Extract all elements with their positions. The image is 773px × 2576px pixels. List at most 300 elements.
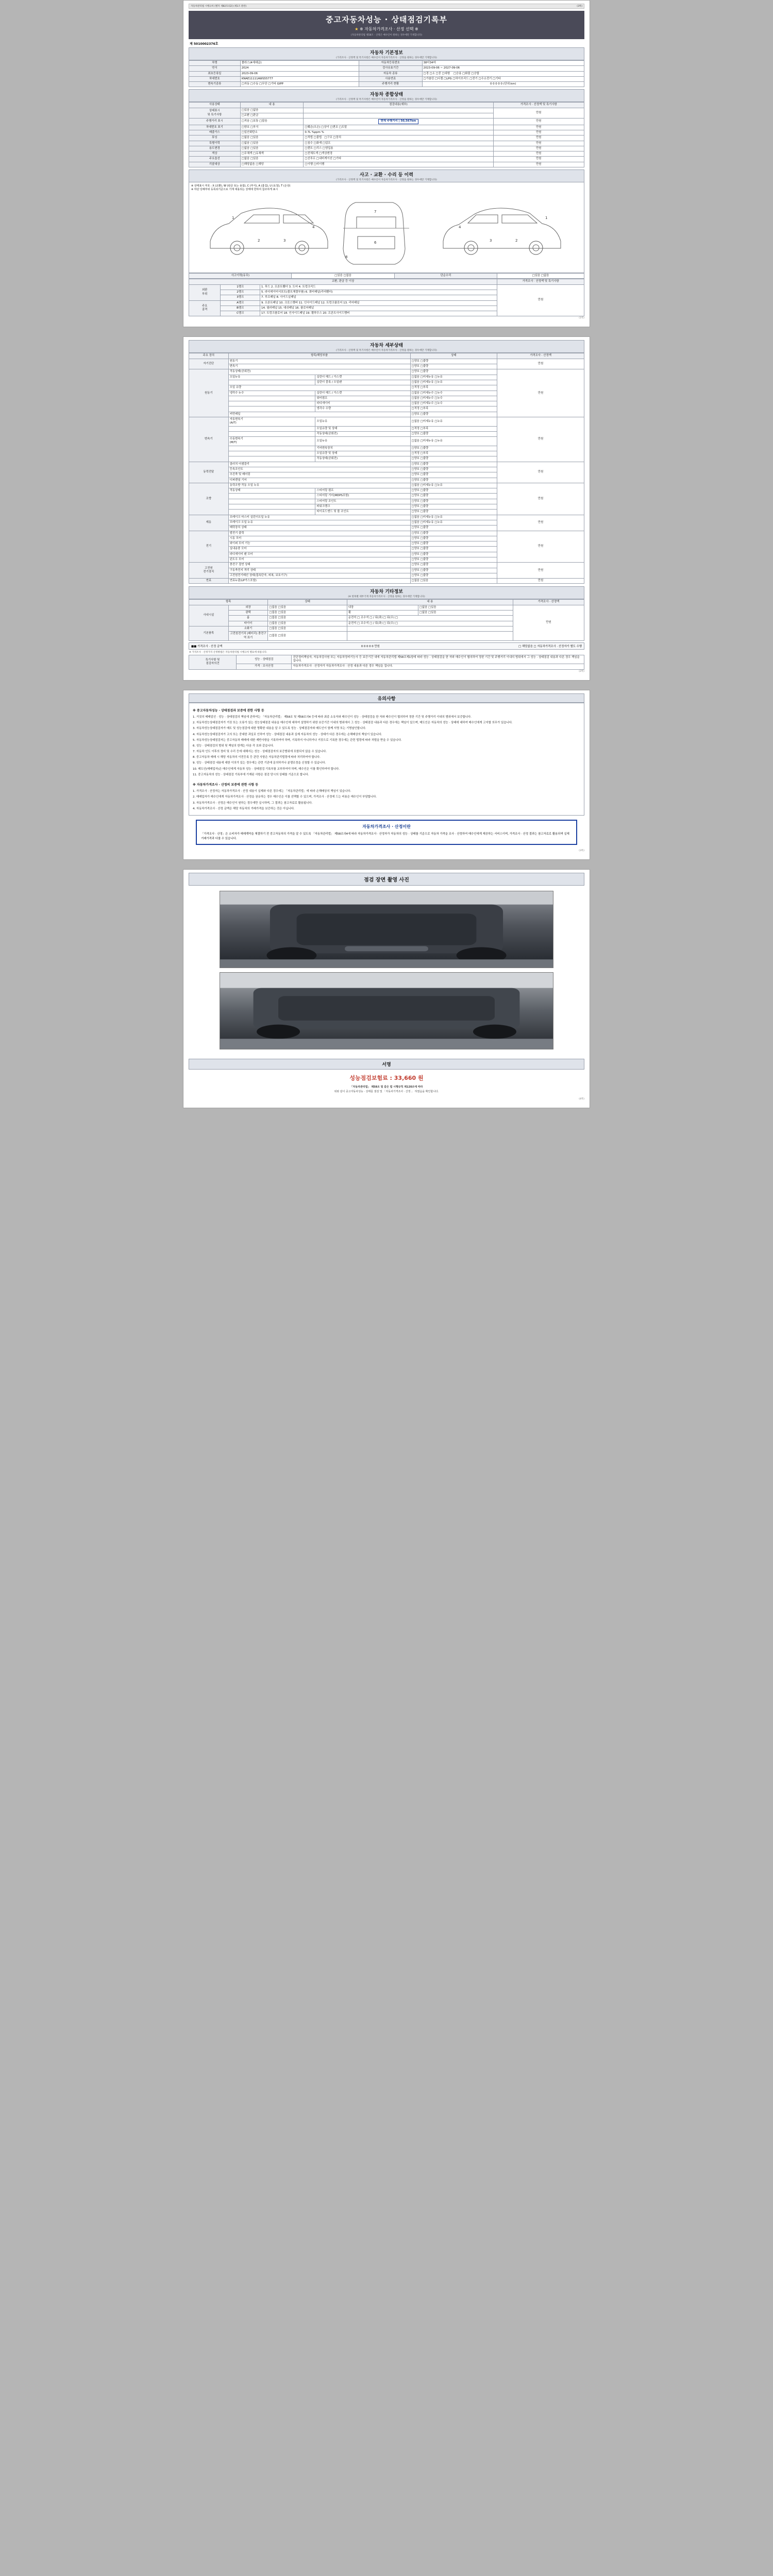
detail-state-options[interactable]: □양호 □불량 [410, 510, 497, 515]
detail-group-label: 고전원 전기장치 [189, 563, 229, 579]
table-row [189, 118, 584, 125]
table-row [189, 61, 584, 66]
row-fee: 만원 [493, 118, 584, 125]
detail-item: 라디에이터 팬 모터 [228, 552, 410, 557]
etc-item-key: 광택 [228, 611, 268, 616]
field-value-vin: KNAE11111AWS55777 [240, 76, 359, 81]
page-4 [183, 869, 590, 1108]
col-etc-state: 상태 [268, 600, 347, 605]
row-opts[interactable]: □일산화탄소 [240, 130, 304, 135]
detail-state-options[interactable]: □양호 □불량 [410, 504, 497, 510]
detail-state-options[interactable]: □없음 □미세누유 □누유 [410, 437, 497, 446]
detail-state-options[interactable]: □없음 □미세누유 □누유 [410, 375, 497, 380]
signature-bar: 서명 [189, 1059, 584, 1070]
page-4-corner: (4쪽) [579, 1097, 584, 1100]
table-row [189, 151, 584, 157]
row-detail[interactable]: □렌트 □리스 □영업용 [304, 146, 493, 151]
table-row [189, 579, 584, 584]
outer-panel-label: 외판 부위 [189, 284, 221, 300]
detail-state-options[interactable]: □없음 □미세누수 □누수 [410, 391, 497, 396]
table-row [189, 141, 584, 146]
detail-item: 오일 유량 [228, 385, 410, 391]
detail-state-options[interactable]: □양호 □불량 [410, 478, 497, 483]
detail-subitem: 라디에이터 [315, 401, 410, 406]
detail-state-options[interactable]: □없음 □미세누수 □누수 [410, 401, 497, 406]
detail-state-options[interactable]: □적정 □부족 [410, 385, 497, 391]
row-label-tuning: 튜닝 [189, 135, 241, 141]
detail-state-options[interactable]: □없음 □미세누유 □누유 [410, 380, 497, 385]
row-detail [304, 113, 493, 118]
etc-item-content[interactable]: 휠 [347, 611, 418, 616]
detail-item [228, 426, 315, 431]
svg-text:6: 6 [374, 241, 377, 245]
row-opts[interactable]: □없음 □있음 [240, 146, 304, 151]
field-value-platenumber: 38더34마 [422, 61, 584, 66]
detail-item: 자동변속기 (A/T) [228, 417, 315, 426]
detail-item [228, 499, 315, 504]
row-detail[interactable]: □전체도색 □색상변경 [304, 151, 493, 157]
row-opts[interactable]: □교환 □판금 [240, 113, 304, 118]
transmission-options[interactable]: □자동 □수동 □무단 □기타 [241, 82, 276, 86]
row-detail[interactable]: □선루프 □내비게이션 □기타 [304, 157, 493, 162]
table-header-row [189, 103, 584, 108]
section-etc-sub: (※ 항목별 세부기재 자동차가격조사 · 산정을 원하는 경우에만 기재합니다) [348, 596, 425, 599]
detail-group-fee: 만원 [497, 515, 584, 531]
detail-subitem: 실린더 헤드 / 가스켓 [315, 391, 410, 396]
page-2-corner: (2쪽) [579, 670, 584, 673]
table-row [189, 369, 584, 375]
accident-history-options[interactable]: □있음 □없음 [292, 274, 394, 279]
etc-item-content[interactable]: 내장 [347, 605, 418, 610]
detail-state-options[interactable]: □없음 □미세누유 □누유 [410, 483, 497, 488]
detail-state-options[interactable]: □양호 □불량 [410, 364, 497, 369]
notice-item: 8. 중고자동차 매매 시 해당 자동차의 이전등록 등 관련 사항은 자동차관리법령에 따라 처리하여야 합니다. [193, 756, 321, 759]
notice-item: 2. 자동차성능상태점검자가 거짓 또는 오류가 있는 성능상태점검 내용을 매수인에 대하여 설명하기 위한 보증기간 이내의 범위에서 그 성능 · 상태점검 내용과 다른 경우에는 책임이 있으며, 매도인은 자동차의 성능 · 상태에 대하여 매수인에게 고지할 의무가 있습니다. [193, 721, 513, 725]
total-fee-option[interactable]: □ 해당없음 □ 자동차가격조사 · 산정자가 별도 수행 [518, 645, 582, 648]
price-survey-definition-body: 「가격조사 · 산정」은 소비자가 매매계약을 체결하기 전 중고자동차의 가격을 알 수 있도록 「자동차관리법」 제58조의4에 따라 자동차가격조사 · 산정자가 자동차의 성능 · 상태를 기준으로 자동차 가격을 조사 · 산정하여 매수인에게 제공하는 서비스이며, 가격조사 · 산정 결과는 참고자료로 활용되며 실제 거래가격과 다를 수 있습니다. [201, 832, 569, 840]
rank-label: 1랭크 [221, 284, 260, 290]
detail-item: 고전원전기배선 상태(접속단자, 피복, 보호기구) [228, 573, 410, 578]
table-row [189, 483, 584, 488]
document-subtitle-text: ※ 자동차가격조사 · 산정 선택 ※ [360, 27, 418, 31]
etc-item-options[interactable]: □없음 □있음 [268, 611, 347, 616]
col-etc-item: 항목 [189, 600, 268, 605]
detail-subitem: 기어변속장치 [315, 446, 410, 451]
detail-group-fee: 만원 [497, 579, 584, 584]
detail-item: 연료누출(LP가스포함) [228, 579, 410, 584]
col-price-note: 가격조사 · 산정액 및 특기사항 [493, 103, 584, 108]
field-value-first-reg: 2023-09-06 [240, 71, 359, 76]
table-row [189, 664, 584, 669]
accident-diagram-area [189, 182, 584, 273]
svg-text:2: 2 [515, 239, 518, 243]
detail-state-options[interactable]: □양호 □불량 [410, 488, 497, 494]
field-label: 변속기종류 [189, 82, 241, 87]
field-label: 주행거리 현황 [359, 82, 422, 87]
detail-state-options[interactable]: □양호 □불량 [410, 369, 497, 375]
detail-state-options[interactable]: □없음 □있음 [410, 579, 497, 584]
detail-state-options[interactable]: □양호 □불량 [410, 472, 497, 478]
footer-note [189, 1085, 584, 1097]
rank-label: C랭크 [221, 311, 260, 316]
photo-2-graphic [220, 973, 553, 1049]
document-number: 제 5010002376호 [190, 42, 219, 46]
detail-subitem: 스티어링 조인트 [315, 499, 410, 504]
detail-state-options[interactable]: □양호 □불량 [410, 499, 497, 504]
detail-item: 작동상태 [228, 488, 315, 494]
table-row [189, 82, 584, 87]
detail-subitem: 오일유량 및 상태 [315, 426, 410, 431]
field-value-year: 2024 [240, 66, 359, 71]
row-opts[interactable]: □적음 □보통 □많음 [240, 118, 304, 125]
table-row [189, 655, 584, 664]
section-overall-sub: (가격조사 · 산정액 및 특기사항은 매수인이 자동차가격조사 · 산정을 원하는 경우에만 기재합니다) [336, 98, 437, 101]
detail-subitem: 실린더 블록 / 오일팬 [315, 380, 410, 385]
field-label: 사용연료 [359, 76, 422, 81]
detail-item: 추진축 및 베어링 [228, 472, 410, 478]
row-fee: 만원 [493, 157, 584, 162]
detail-item: 오일누유 [228, 375, 315, 380]
page-3 [183, 690, 590, 860]
simple-repair-label: 단순수리 [394, 274, 497, 279]
detail-state-options[interactable]: □적정 □부족 [410, 451, 497, 456]
detail-group-fee: 만원 [497, 563, 584, 579]
detail-state-options[interactable]: □양호 □불량 [410, 462, 497, 467]
detail-state-options[interactable]: □양호 □불량 [410, 526, 497, 531]
inspection-photo-2 [220, 972, 553, 1049]
section-basic-info-sub: (가격조사 · 산정액 및 특기사항은 매수인이 자동차가격조사 · 산정을 원하는 경우에만 기재합니다) [336, 57, 437, 59]
row-label-status: 상태표시 및 특기사항 [189, 108, 241, 118]
detail-subitem: 오일누유 [315, 437, 410, 446]
footer-note-line-2: 위와 같이 중고자동차성능 · 상태를 점검 및 「자동차가격조사 · 산정 」 하였음을 확인합니다. [334, 1090, 439, 1093]
price-survey-definition-box [196, 820, 577, 845]
row-opts[interactable]: □해당없음 □해당 [240, 162, 304, 167]
rank-parts: 17. 트렁크플로어 18. 인사이드패널 19. 휠하우스 20. 프론트사이드멤버 [260, 311, 497, 316]
detail-group-label: 전기 [189, 531, 229, 563]
detail-item [228, 380, 315, 385]
rank-fee-head: 가격조사 · 산정액 및 특기사항 [497, 279, 584, 284]
detail-state-options[interactable]: □양호 □불량 [410, 446, 497, 451]
vehicle-usage-options[interactable]: □승용 □화물 □승합 [453, 72, 479, 75]
table-row [189, 108, 584, 113]
table-row [189, 157, 584, 162]
accident-fee: 만원 [497, 284, 584, 316]
detail-subitem: 실린더 헤드 / 가스켓 [315, 375, 410, 380]
detail-state-options[interactable]: □없음 □미세누수 □누수 [410, 396, 497, 401]
notice-item: 3. 자동차성능상태점검자가 매도 및 성능점검에 대한 명확한 내용을 알 수 있도록 성능 · 상태점검자와 매도인이 함께 서명 또는 기명날인합니다. [193, 727, 366, 731]
etc-info-table [189, 599, 584, 640]
section-accident-header [189, 170, 584, 182]
detail-subitem: 스티어링 펌프 [315, 488, 410, 494]
diagram-legend-1: ※ 상태표시 부호 : X (교환), W (판금 또는 용접), C (부식), A (흠집), U (요철), T (손상) [191, 184, 291, 188]
detail-item: 브레이크 마스터 실린더오일 누유 [228, 515, 410, 520]
row-fee: 만원 [493, 162, 584, 167]
detail-item: 클러치 어셈블리 [228, 462, 410, 467]
notice-item: 1. 거짓의 매매알선 · 성능 · 상태점검의 책임에 관하여는 「자동차관리법」 제58조 및 제58조의4 등에 따라 최종 소유자와 매수인이 성능 · 상태점검을 한 자와 매수인이 협의하여 정한 기간 및 주행거리 이내의 범위에서 보증합니다. [193, 715, 472, 719]
row-detail [304, 108, 493, 113]
table-row [189, 359, 584, 364]
etc-item-options[interactable]: □없음 □있음 [268, 616, 347, 621]
col-state: 상태 [410, 353, 497, 359]
detail-group-fee: 만원 [497, 462, 584, 483]
detail-item: 디퍼렌셜 기어 [228, 478, 410, 483]
row-label-special: 특별이력 [189, 141, 241, 146]
notice-item: 2. 매매업자가 매수인에게 자동차가격조사 · 산정을 권유하는 경우 매수인은 이를 선택할 수 있으며, 가격조사 · 산정에 드는 비용은 매수인이 부담합니다. [193, 795, 377, 799]
col-content: 내 용 [240, 103, 304, 108]
row-detail-mileage [304, 118, 493, 125]
svg-text:3: 3 [283, 239, 286, 243]
detail-state-options[interactable]: □양호 □불량 [410, 568, 497, 573]
detail-subitem: 파워크랭크 [315, 504, 410, 510]
detail-state-options[interactable]: □양호 □불량 [410, 541, 497, 547]
detail-subitem: 오일유량 및 상태 [315, 451, 410, 456]
rank-parts: 14. 필러패널 15. 대쉬패널 16. 플로어패널 [260, 306, 497, 311]
detail-state-options[interactable]: □양호 □불량 [410, 557, 497, 563]
etc-item-key: 룸 [228, 616, 268, 621]
detail-state-options[interactable]: □없음 □미세누유 □누유 [410, 515, 497, 520]
document-title-bar [189, 11, 584, 39]
etc-fee: 만원 [513, 605, 584, 640]
detail-item: 수동변속기 (M/T) [228, 437, 315, 446]
accident-history-table [189, 273, 584, 279]
field-label: 최초등록일 [189, 71, 241, 76]
section-overall-title: 자동차 종합상태 [370, 92, 403, 98]
col-major-device: 주요 장치 [189, 353, 229, 359]
resp-key-2: 가격 · 조사산정 [237, 664, 292, 669]
etc-group-label-basic: 기본품목 [189, 626, 229, 640]
col-etc-fee: 가격조사 · 산정액 [513, 600, 584, 605]
detail-state-options[interactable]: □적정 □부족 [410, 406, 497, 412]
section-notice-title: 유의사항 [377, 696, 396, 702]
detail-state-options[interactable]: □양호 □불량 [410, 467, 497, 472]
detail-group-label: 원동기 [189, 369, 229, 417]
accident-history-label: 사고이력(유무) [189, 274, 292, 279]
etc-item-content[interactable] [347, 632, 513, 641]
notice-item: 1. 가격조사 · 산정자는 자동차가격조사 · 산정 내용이 실제와 다른 경우에는 「자동차관리법」에 따라 손해배상의 책임이 있습니다. [193, 790, 351, 793]
detail-state-options[interactable]: □양호 □불량 [410, 563, 497, 568]
notice-sec2-title: ※ 자동차가격조사 · 산정의 보증에 관한 사항 등 [193, 783, 259, 787]
detail-item: 냉각수 누수 [228, 391, 315, 396]
row-opts[interactable]: □무채색 □유채색 [240, 151, 304, 157]
detail-state-options[interactable]: □양호 □불량 [410, 531, 497, 536]
etc-item-key: 고전원전기차 (배터리) 충전구역 표기 [228, 632, 268, 641]
detail-state-options[interactable]: □없음 □미세누유 □누유 [410, 520, 497, 525]
section-detail-title: 자동차 세부상태 [370, 343, 403, 349]
field-label: 자동차 종류 [359, 71, 422, 76]
transmission-value: GIPP [277, 82, 283, 86]
detail-state-options[interactable]: □양호 □불량 [410, 536, 497, 541]
document-subtitle [189, 26, 584, 32]
etc-item-content-options[interactable]: □없음 □있음 [418, 611, 513, 616]
etc-item-options[interactable]: □없음 □있음 [268, 632, 347, 641]
row-detail[interactable]: □적법 □불법 □구조 □장치 [304, 135, 493, 141]
notice-item: 4. 자동차가격조사 · 산정 금액은 해당 자동차의 거래가격을 보증하는 것은 아닙니다. [193, 807, 295, 810]
table-row [189, 274, 584, 279]
inspection-insurance-fee: 성능점검보험료 : 33,660 원 [349, 1074, 424, 1081]
detail-subitem: 스티어링 기어(MDPS포함) [315, 494, 410, 499]
svg-text:2: 2 [258, 239, 260, 243]
row-detail[interactable]: □침수 □화재 □덤프 [304, 141, 493, 146]
row-fee: 만원 [493, 135, 584, 141]
col-fee: 가격조사 · 산정액 [497, 353, 584, 359]
field-value-transmission[interactable] [240, 82, 359, 87]
accident-rank-table [189, 279, 584, 316]
notice-item: 6. 성능 · 상태점검의 범위 및 책임의 한계는 다음 각 호와 같습니다. [193, 744, 274, 748]
total-fee-note: ※ 가격조사 · 산정가격 산정방법은 자동차관리법 시행규칙 별표에 따릅니다. [189, 651, 267, 654]
detail-item: 동력조향 작동 오일 누유 [228, 483, 410, 488]
document-subnote: (자동차관리법 제58조 · 산정은 매수인이 원하는 경우에만 기재합니다) [350, 34, 423, 37]
table-header-row [189, 353, 584, 359]
detail-state-options[interactable]: □양호 □불량 [410, 552, 497, 557]
etc-item-options[interactable]: □없음 □있음 [268, 621, 347, 626]
row-fee: 만원 [493, 141, 584, 146]
detail-item: 와이퍼 모터 기능 [228, 541, 410, 547]
notice-sec1-title: ※ 중고자동차성능 · 상태점검과 보증에 관한 사항 등 [193, 708, 264, 713]
car-diagram-svg [201, 192, 572, 269]
photo-section-header: 점검 장면 촬영 사진 [189, 873, 584, 886]
footer-note-line-1: 「자동차관리법」 제58조 및 같은 법 시행규칙 제120조에 따라 [350, 1085, 423, 1089]
detail-state-options[interactable]: □양호 □불량 [410, 573, 497, 578]
detail-state-options[interactable]: □양호 □불량 [410, 456, 497, 462]
section-basic-info-header [189, 47, 584, 60]
responsibility-label: 특기사항 및 점검자의견 [189, 655, 237, 669]
rank-label: B랭크 [221, 306, 260, 311]
table-row [189, 531, 584, 536]
etc-item-content[interactable]: 운전석 □ 조수석 □ / 뒤(좌) □ 뒤(우) □ [347, 616, 513, 621]
row-detail[interactable]: □훼손(오손) □상이 □변조 □도말 [304, 125, 493, 130]
vehicle-size-options[interactable]: □경 □소 □중 □대형 [423, 72, 450, 75]
detail-group-label: 연료 [189, 579, 229, 584]
document-title: 중고자동차성능 · 상태점검기록부 [325, 15, 447, 24]
resp-value-1: 진단정비책임자, 자동차검사원 또는 자동차정비기능사 등 보증기간 내에 자동차관리법 제58조제1항에 따라 성능 · 상태점검을 한 자와 매수인이 협의하여 정한 기간 및 주행거리 이내의 범위에서 그 성능 · 상태점검 내용과 다른 경우 책임을 집니다. [292, 655, 584, 664]
field-value-vehicle-type [422, 71, 584, 76]
col-item: 항목/해당부품 [228, 353, 410, 359]
notice-item: 4. 자동차성능상태점검자가 고의 또는 중대한 과실로 인하여 성능 · 상태점검 내용과 실제 자동차의 성능 · 상태가 다른 경우에는 손해배상의 책임이 있습니다. [193, 733, 382, 736]
detail-item [228, 510, 315, 515]
form-page-indicator: (3쪽) [577, 5, 582, 8]
etc-item-content-options[interactable]: □없음 □있음 [418, 605, 513, 610]
detail-item: 실내송풍 모터 [228, 547, 410, 552]
detail-subitem: 오일누유 [315, 417, 410, 426]
table-row [189, 515, 584, 520]
simple-repair-options[interactable]: □있음 □없음 [497, 274, 584, 279]
detail-item [228, 446, 315, 451]
table-row [189, 146, 584, 151]
row-detail[interactable]: □이행 □미이행 [304, 162, 493, 167]
notice-item: 7. 자동차 인도 이후의 정비 및 수리 등에 대해서는 성능 · 상태점검자의 보증범위에 포함되지 않을 수 있습니다. [193, 750, 327, 754]
total-fee-value: 0 0 0 0 0 만원 [361, 645, 380, 648]
photo-1-graphic [220, 891, 553, 968]
field-value-carname: 쏠라스(4세대급) [240, 61, 359, 66]
row-label-options: 주요옵션 [189, 157, 241, 162]
section-detail-sub: (가격조사 · 산정액 및 특기사항은 매수인이 자동차가격조사 · 산정을 원하는 경우에만 기재합니다) [336, 349, 437, 352]
detail-state-options[interactable]: □양호 □불량 [410, 547, 497, 552]
row-fee: 만원 [493, 151, 584, 157]
detail-item: 원동기 [228, 359, 410, 364]
detail-state-options[interactable]: □적정 □부족 [410, 426, 497, 431]
etc-item-content[interactable] [347, 626, 513, 631]
svg-text:1: 1 [232, 216, 234, 221]
page-2 [183, 336, 590, 680]
detail-item: 작동상태(공회전) [228, 369, 410, 375]
detail-group-fee: 만원 [497, 359, 584, 369]
table-row [189, 66, 584, 71]
row-opts[interactable]: □없음 □있음 [240, 135, 304, 141]
field-value-mileage: 0 0 0 0 0 (단위:km) [422, 82, 584, 87]
detail-state-options[interactable]: □양호 □불량 [410, 431, 497, 436]
etc-item-content[interactable]: 운전석 □ 조수석 □ / 뒤(좌) □ 뒤(우) □ [347, 621, 513, 626]
detail-group-fee: 만원 [497, 531, 584, 563]
detail-state-options[interactable]: □없음 □미세누유 □누유 [410, 417, 497, 426]
table-row [189, 71, 584, 76]
etc-item-options[interactable]: □없음 □있음 [268, 605, 347, 610]
detail-subitem: 냉각수 수량 [315, 406, 410, 412]
table-row [189, 284, 584, 290]
field-label: 연식 [189, 66, 241, 71]
rank-parts: 7. 루프패널 8. 사이드실패널 [260, 295, 497, 300]
etc-item-options[interactable]: □없음 □있음 [268, 626, 347, 631]
notice-item: 3. 자동차가격조사 · 산정은 매수인이 원하는 경우에만 실시하며, 그 결과는 참고자료로 활용됩니다. [193, 801, 313, 805]
table-header-row [189, 600, 584, 605]
resp-value-2: 자동차가격조사 · 산정자가 자동차가격조사 · 산정 내용과 다른 경우 책임을 집니다. [292, 664, 584, 669]
detail-state-options[interactable]: □양호 □불량 [410, 494, 497, 499]
section-accident-sub: (가격조사 · 산정액 및 특기사항은 매수인이 자동차가격조사 · 산정을 원하는 경우에만 기재합니다) [336, 179, 437, 182]
main-frame-label: 주요 골격 [189, 300, 221, 316]
row-label-vin: 차대번호 표기 [189, 125, 241, 130]
detail-state-options[interactable]: □양호 □불량 [410, 412, 497, 417]
detail-item: 등속조인트 [228, 467, 410, 472]
etc-item-key: 외장 [228, 605, 268, 610]
section-basic-info-title: 자동차 기본정보 [370, 50, 403, 56]
basic-info-table [189, 60, 584, 87]
svg-text:8: 8 [345, 255, 348, 260]
row-detail-emission: 0.7L %ppm % [304, 130, 493, 135]
detail-group-label: 변속기 [189, 417, 229, 462]
row-opts[interactable]: □없음 □있음 [240, 141, 304, 146]
etc-item-key: 타이어 [228, 621, 268, 626]
rank-parts: 9. 프론트패널 10. 크로스멤버 11. 인사이드패널 12. 트렁크플로어 13. 리어패널 [260, 300, 497, 306]
field-value-fuel[interactable]: □가솔린 □디젤 □LPG □하이브리드 □전기 □수소전기 □기타 [422, 76, 584, 81]
svg-text:4: 4 [459, 225, 461, 230]
section-accident-title: 사고 · 교환 · 수리 등 이력 [360, 173, 413, 178]
row-label-usechange: 용도변경 [189, 146, 241, 151]
row-label-mileage: 주행거리 표시 [189, 118, 241, 125]
row-fee: 만원 [493, 108, 584, 118]
col-use-state: 사용상태 [189, 103, 241, 108]
notice-item: 5. 자동차성능상태점검자는 중고자동차 매매에 대한 제반사항을 기록하여야 하며, 기록하지 아니하거나 거짓으로 기록한 경우에는 관련 법령에 따라 처벌을 받을 수 있습니다. [193, 738, 402, 742]
row-opts[interactable]: □없음 □있음 [240, 157, 304, 162]
detail-item: 윈도우 모터 [228, 557, 410, 563]
form-legal-bar [189, 4, 584, 9]
detail-item: 구동축전지 격리 상태 [228, 568, 410, 573]
row-fee: 만원 [493, 130, 584, 135]
rank-parts: 5. 라디에이터서포트(볼트체결부품) 6. 쿼터패널(리어휀더) [260, 290, 497, 295]
detail-state-options[interactable]: □양호 □불량 [410, 359, 497, 364]
detail-item [228, 456, 315, 462]
detail-subitem: 작동상태(공회전) [315, 431, 410, 436]
row-opts[interactable]: □있음 □없음 [240, 108, 304, 113]
field-label: 검사유효기간 [359, 66, 422, 71]
detail-item: 변속기 [228, 364, 410, 369]
row-label-color: 색상 [189, 151, 241, 157]
field-label: 자동차등록번호 [359, 61, 422, 66]
notice-item: 11. 중고자동차의 성능 · 상태점검 기록부에 기재된 사항은 점검 당시의 상태를 기준으로 합니다. [193, 773, 309, 776]
detail-item: 브레이크 오일 누유 [228, 520, 410, 525]
table-row [189, 563, 584, 568]
etc-group-label-interior: 사내시설 [189, 605, 229, 626]
mileage-box: 현재 주행거리 | 50,567km [378, 119, 419, 124]
row-opts[interactable]: □양호 □부식 [240, 125, 304, 130]
